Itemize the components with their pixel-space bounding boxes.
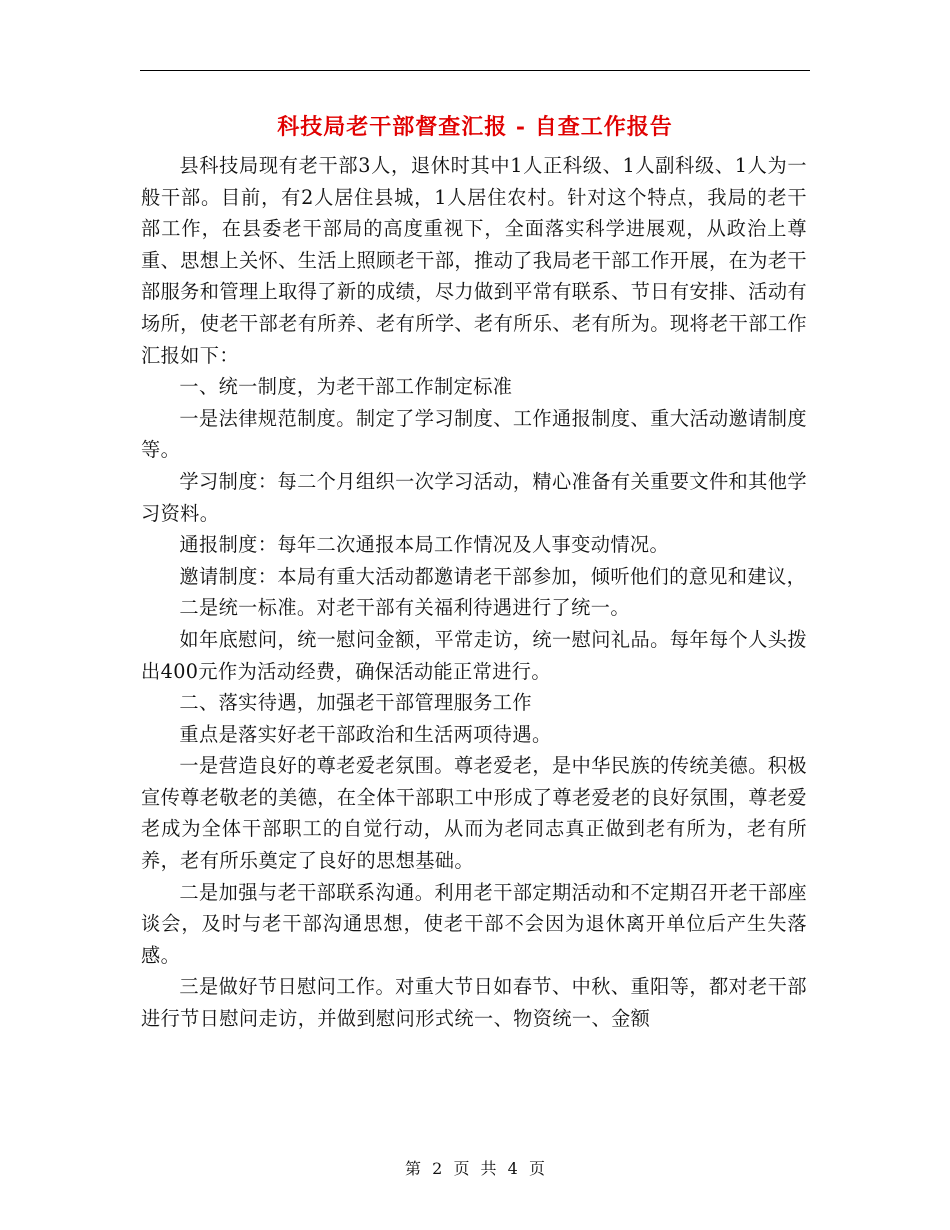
paragraph: 一是法律规范制度。制定了学习制度、工作通报制度、重大活动邀请制度等。 [141, 406, 807, 462]
paragraph: 重点是落实好老干部政治和生活两项待遇。 [179, 722, 552, 746]
footer-prefix: 第 [405, 1159, 422, 1178]
paragraph: 三是做好节日慰问工作。对重大节日如春节、中秋、重阳等，都对老干部进行节日慰问走访，并做到慰问形式统一、物资统一、金额 [141, 975, 807, 1031]
footer-suffix: 页 [528, 1159, 545, 1178]
footer-total-prefix: 共 [480, 1159, 497, 1178]
paragraph: 二是统一标准。对老干部有关福利待遇进行了统一。 [179, 596, 630, 620]
section-heading-2: 二、落实待遇，加强老干部管理服务工作 [179, 691, 532, 715]
paragraph-intro: 县科技局现有老干部3人，退休时其中1人正科级、1人副科级、1人为一般干部。目前，有2人居住县城，1人居住农村。针对这个特点，我局的老干部工作，在县委老干部局的高度重视下，全面落实科学进展观，从政治上尊重、思想上关怀、生活上照顾老干部，推动了我局老干部工作开展，在为老干部服务和管理上取得了新的成绩，尽力做到平常有联系、节日有安排、活动有场所，使老干部老有所养、老有所学、老有所乐、老有所为。现将老干部工作汇报如下： [141, 154, 807, 367]
page-footer [0, 1156, 950, 1179]
paragraph: 二是加强与老干部联系沟通。利用老干部定期活动和不定期召开老干部座谈会，及时与老干部沟通思想，使老干部不会因为退休离开单位后产生失落感。 [141, 880, 807, 967]
paragraph: 如年底慰问，统一慰问金额，平常走访，统一慰问礼品。每年每个人头拨出400元作为活动经费，确保活动能正常进行。 [141, 627, 807, 683]
header-rule [140, 70, 810, 71]
paragraph: 一是营造良好的尊老爱老氛围。尊老爱老，是中华民族的传统美德。积极宣传尊老敬老的美德，在全体干部职工中形成了尊老爱老的良好氛围，尊老爱老成为全体干部职工的自觉行动，从而为老同志真正做到老有所为，老有所养，老有所乐奠定了良好的思想基础。 [141, 754, 807, 873]
document-body [141, 150, 807, 1035]
paragraph: 邀请制度：本局有重大活动都邀请老干部参加，倾听他们的意见和建议， [179, 564, 807, 588]
footer-current-page: 2 [432, 1159, 443, 1178]
footer-page-word: 页 [453, 1159, 470, 1178]
section-heading-1: 一、统一制度，为老干部工作制定标准 [179, 375, 513, 399]
paragraph: 通报制度：每年二次通报本局工作情况及人事变动情况。 [179, 533, 670, 557]
footer-total-pages: 4 [507, 1159, 518, 1178]
document-title: 科技局老干部督查汇报 - 自查工作报告 [277, 114, 673, 140]
paragraph: 学习制度：每二个月组织一次学习活动，精心准备有关重要文件和其他学习资料。 [141, 469, 807, 525]
